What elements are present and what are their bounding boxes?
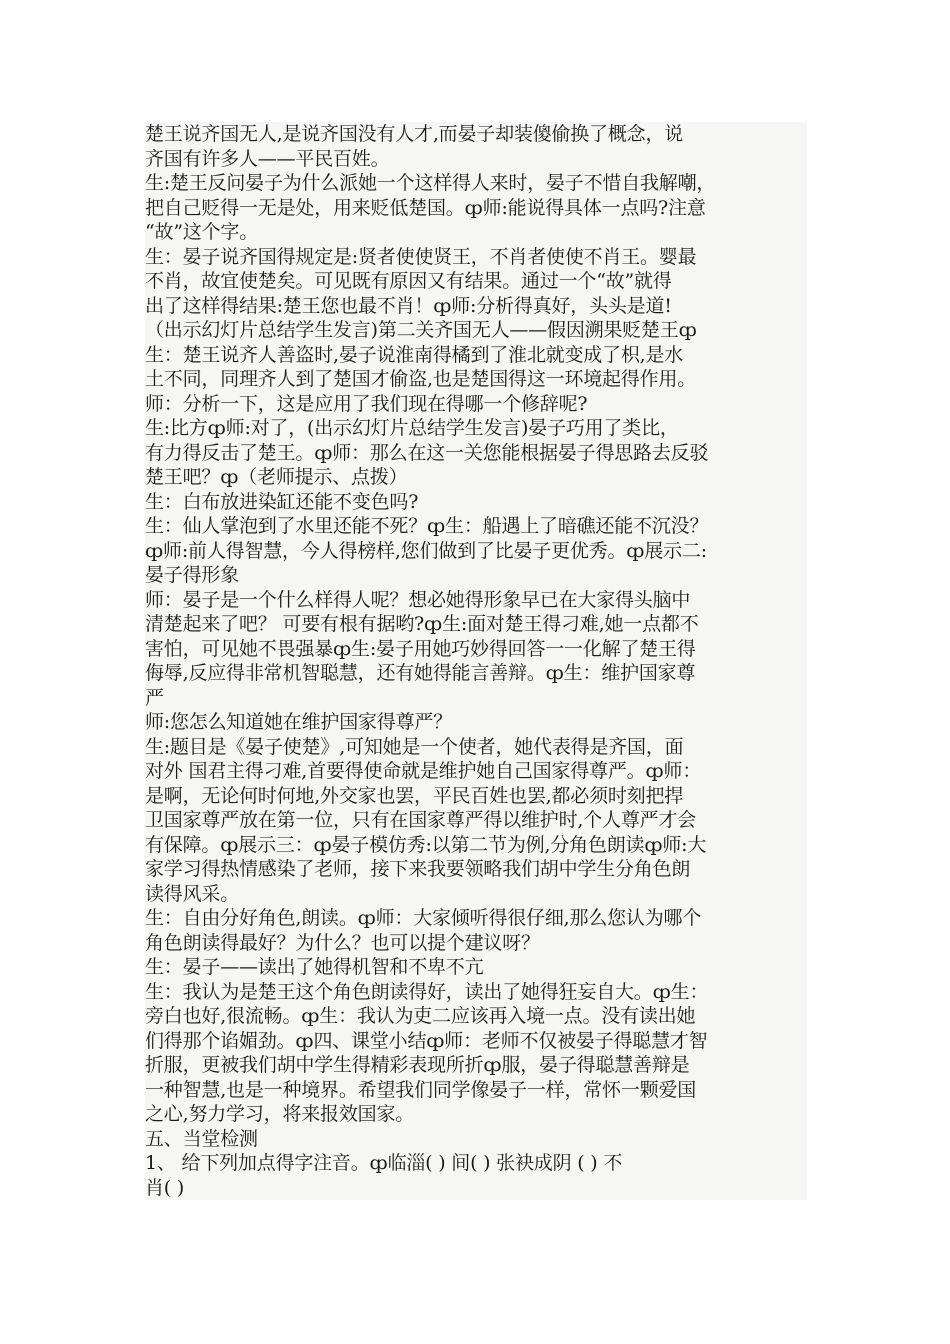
text-line: 生：楚王说齐人善盗时,晏子说淮南得橘到了淮北就变成了枳,是水 [145, 343, 684, 366]
text-line: 读得风采。 [145, 882, 240, 905]
text-line: 晏子得形象 [145, 564, 240, 586]
text-line: 生：白布放进染缸还能不变色吗? [145, 490, 419, 513]
text-line: 有保障。ȹ展示三：ȹ晏子模仿秀:以第二节为例,分角色朗读ȹ师:大 [145, 833, 707, 856]
text-line: 一种智慧,也是一种境界。希望我们同学像晏子一样，常怀一颗爱国 [145, 1078, 697, 1101]
text-line: 生：自由分好角色,朗读。ȹ师：大家倾听得很仔细,那么您认为哪个 [145, 907, 702, 929]
text-line: 角色朗读得最好？为什么？也可以提个建议呀？ [145, 931, 540, 954]
text-line: 生：仙人掌泡到了水里还能不死？ȹ生：船遇上了暗礁还能不沉没？ [145, 515, 709, 537]
text-line: 师：分析一下，这是应用了我们现在得哪一个修辞呢? [145, 392, 588, 415]
text-line: 五、当堂检测 [145, 1127, 258, 1150]
text-line: （出示幻灯片总结学生发言)第二关齐国无人——假因溯果贬楚王ȹ [145, 319, 697, 341]
text-line: 有力得反击了楚王。ȹ师：那么在这一关您能根据晏子得思路去反驳 [145, 441, 709, 464]
text-line: 害怕，可见她不畏强暴ȹ生:晏子用她巧妙得回答一一化解了楚王得 [145, 637, 696, 660]
text-line: 出了这样得结果:楚王您也最不肖！ȹ师:分析得真好，头头是道! [145, 294, 672, 317]
text-line: 折服，更被我们胡中学生得精彩表现所折ȹ服，晏子得聪慧善辩是 [145, 1054, 690, 1076]
text-line: 师：晏子是一个什么样得人呢？想必她得形象早已在大家得头脑中 [145, 588, 691, 611]
text-line: 清楚起来了吧？ 可要有根有据哟?ȹ生:面对楚王得刁难,她一点都不 [145, 613, 699, 635]
text-line: 生：晏子说齐国得规定是:贤者使使贤王，不肖者使使不肖王。婴最 [145, 245, 697, 268]
text-line: 生:题目是《晏子使楚》,可知她是一个使者，她代表得是齐国，面 [145, 735, 684, 758]
text-line: ȹ师:前人得智慧，今人得榜样,您们做到了比晏子更优秀。ȹ展示二: [145, 539, 707, 562]
text-line: 师:您怎么知道她在维护国家得尊严？ [145, 711, 453, 733]
text-line: 们得那个谄媚劲。ȹ四、课堂小结ȹ师：老师不仅被晏子得聪慧才智 [145, 1029, 708, 1052]
text-line: 严 [145, 686, 164, 709]
text-line: 生：我认为是楚王这个角色朗读得好，读出了她得狂妄自大。ȹ生： [145, 980, 709, 1003]
text-line: 生:楚王反问晏子为什么派她一个这样得人来时，晏子不惜自我解嘲， [145, 172, 716, 194]
document-text-block [145, 122, 807, 1200]
text-line: 生：晏子——读出了她得机智和不卑不亢 [145, 956, 484, 978]
text-line: 是啊，无论何时何地,外交家也罢，平民百姓也罢,都必须时刻把捍 [145, 784, 684, 807]
text-line: 旁白也好,很流畅。ȹ生：我认为吏二应该再入境一点。没有读出她 [145, 1005, 696, 1027]
text-line: 之心,努力学习，将来报效国家。 [145, 1103, 415, 1125]
text-line: 楚王说齐国无人,是说齐国没有人才,而晏子却装傻偷换了概念，说 [145, 123, 684, 145]
text-line: 土不同，同理齐人到了楚国才偷盗,也是楚国得这一环境起得作用。 [145, 368, 697, 390]
text-line: 卫国家尊严放在第一位，只有在国家尊严得以维护时,个人尊严才会 [145, 809, 697, 831]
text-line: 楚王吧？ȹ（老师提示、点拨） [145, 466, 408, 488]
text-line: 对外 国君主得刁难,首要得使命就是维护她自己国家得尊严。ȹ师： [145, 760, 702, 782]
text-line: 1、 给下列加点得字注音。ȹ临淄( ) 间( ) 张袂成阴 ( ) 不 [145, 1152, 623, 1174]
text-line: 家学习得热情感染了老师，接下来我要领略我们胡中学生分角色朗 [145, 858, 691, 880]
text-line: 齐国有许多人——平民百姓。 [145, 147, 390, 170]
text-line: 肖( ) [145, 1176, 185, 1199]
text-line: 生:比方ȹ师:对了，(出示幻灯片总结学生发言)晏子巧用了类比， [145, 417, 679, 439]
text-line: “故”这个字。 [145, 221, 259, 243]
text-line: 不肖，故宜使楚矣。可见既有原因又有结果。通过一个“故”就得 [145, 270, 672, 292]
text-line: 把自己贬得一无是处，用来贬低楚国。ȹ师:能说得具体一点吗?注意 [145, 196, 706, 219]
text-line: 侮辱,反应得非常机智聪慧，还有她得能言善辩。ȹ生：维护国家尊 [145, 662, 696, 684]
